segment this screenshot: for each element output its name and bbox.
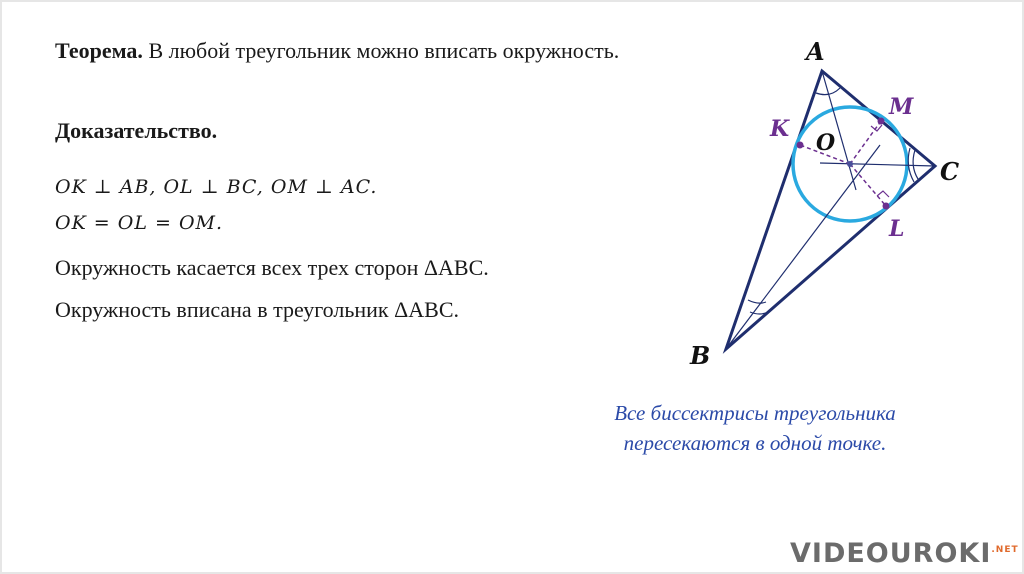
right-angle-l	[877, 191, 889, 197]
label-m: M	[889, 94, 914, 120]
note-line-2: пересекаются в одной точке.	[623, 431, 887, 455]
note-line-1: Все биссектрисы треугольника	[614, 401, 896, 425]
proof-label: Доказательство.	[55, 118, 218, 143]
label-o: O	[816, 130, 836, 156]
bisector-c	[820, 163, 935, 166]
logo-text: VIDEOUROKI	[790, 538, 992, 569]
label-k: K	[770, 116, 790, 142]
proof-line-tangent: Окружность касается всех трех сторон ΔABC.	[55, 255, 489, 280]
bisectors-note	[560, 398, 950, 458]
radius-ol	[850, 164, 886, 206]
point-l	[883, 203, 890, 210]
theorem-label: Теорема.	[55, 38, 143, 63]
angle-arc-c2	[913, 150, 918, 179]
proof-line-perpendiculars: OK ⊥ AB, OL ⊥ BC, OM ⊥ AC.	[55, 176, 378, 198]
radius-om	[850, 121, 881, 164]
theorem-text: В любой треугольник можно вписать окружность.	[142, 38, 620, 63]
bisector-b	[726, 145, 880, 349]
label-c: C	[940, 157, 960, 186]
videouroki-logo	[790, 538, 1019, 569]
label-a: A	[806, 37, 825, 66]
proof-line-inscribed: Окружность вписана в треугольник ΔABC.	[55, 297, 460, 322]
point-m	[878, 118, 885, 125]
label-l: L	[889, 216, 905, 242]
logo-suffix: .NET	[991, 545, 1019, 555]
point-k	[797, 142, 804, 149]
proof-line-equal-radii: OK = OL = OM.	[55, 212, 224, 234]
point-o	[847, 161, 853, 167]
label-b: B	[690, 341, 711, 370]
